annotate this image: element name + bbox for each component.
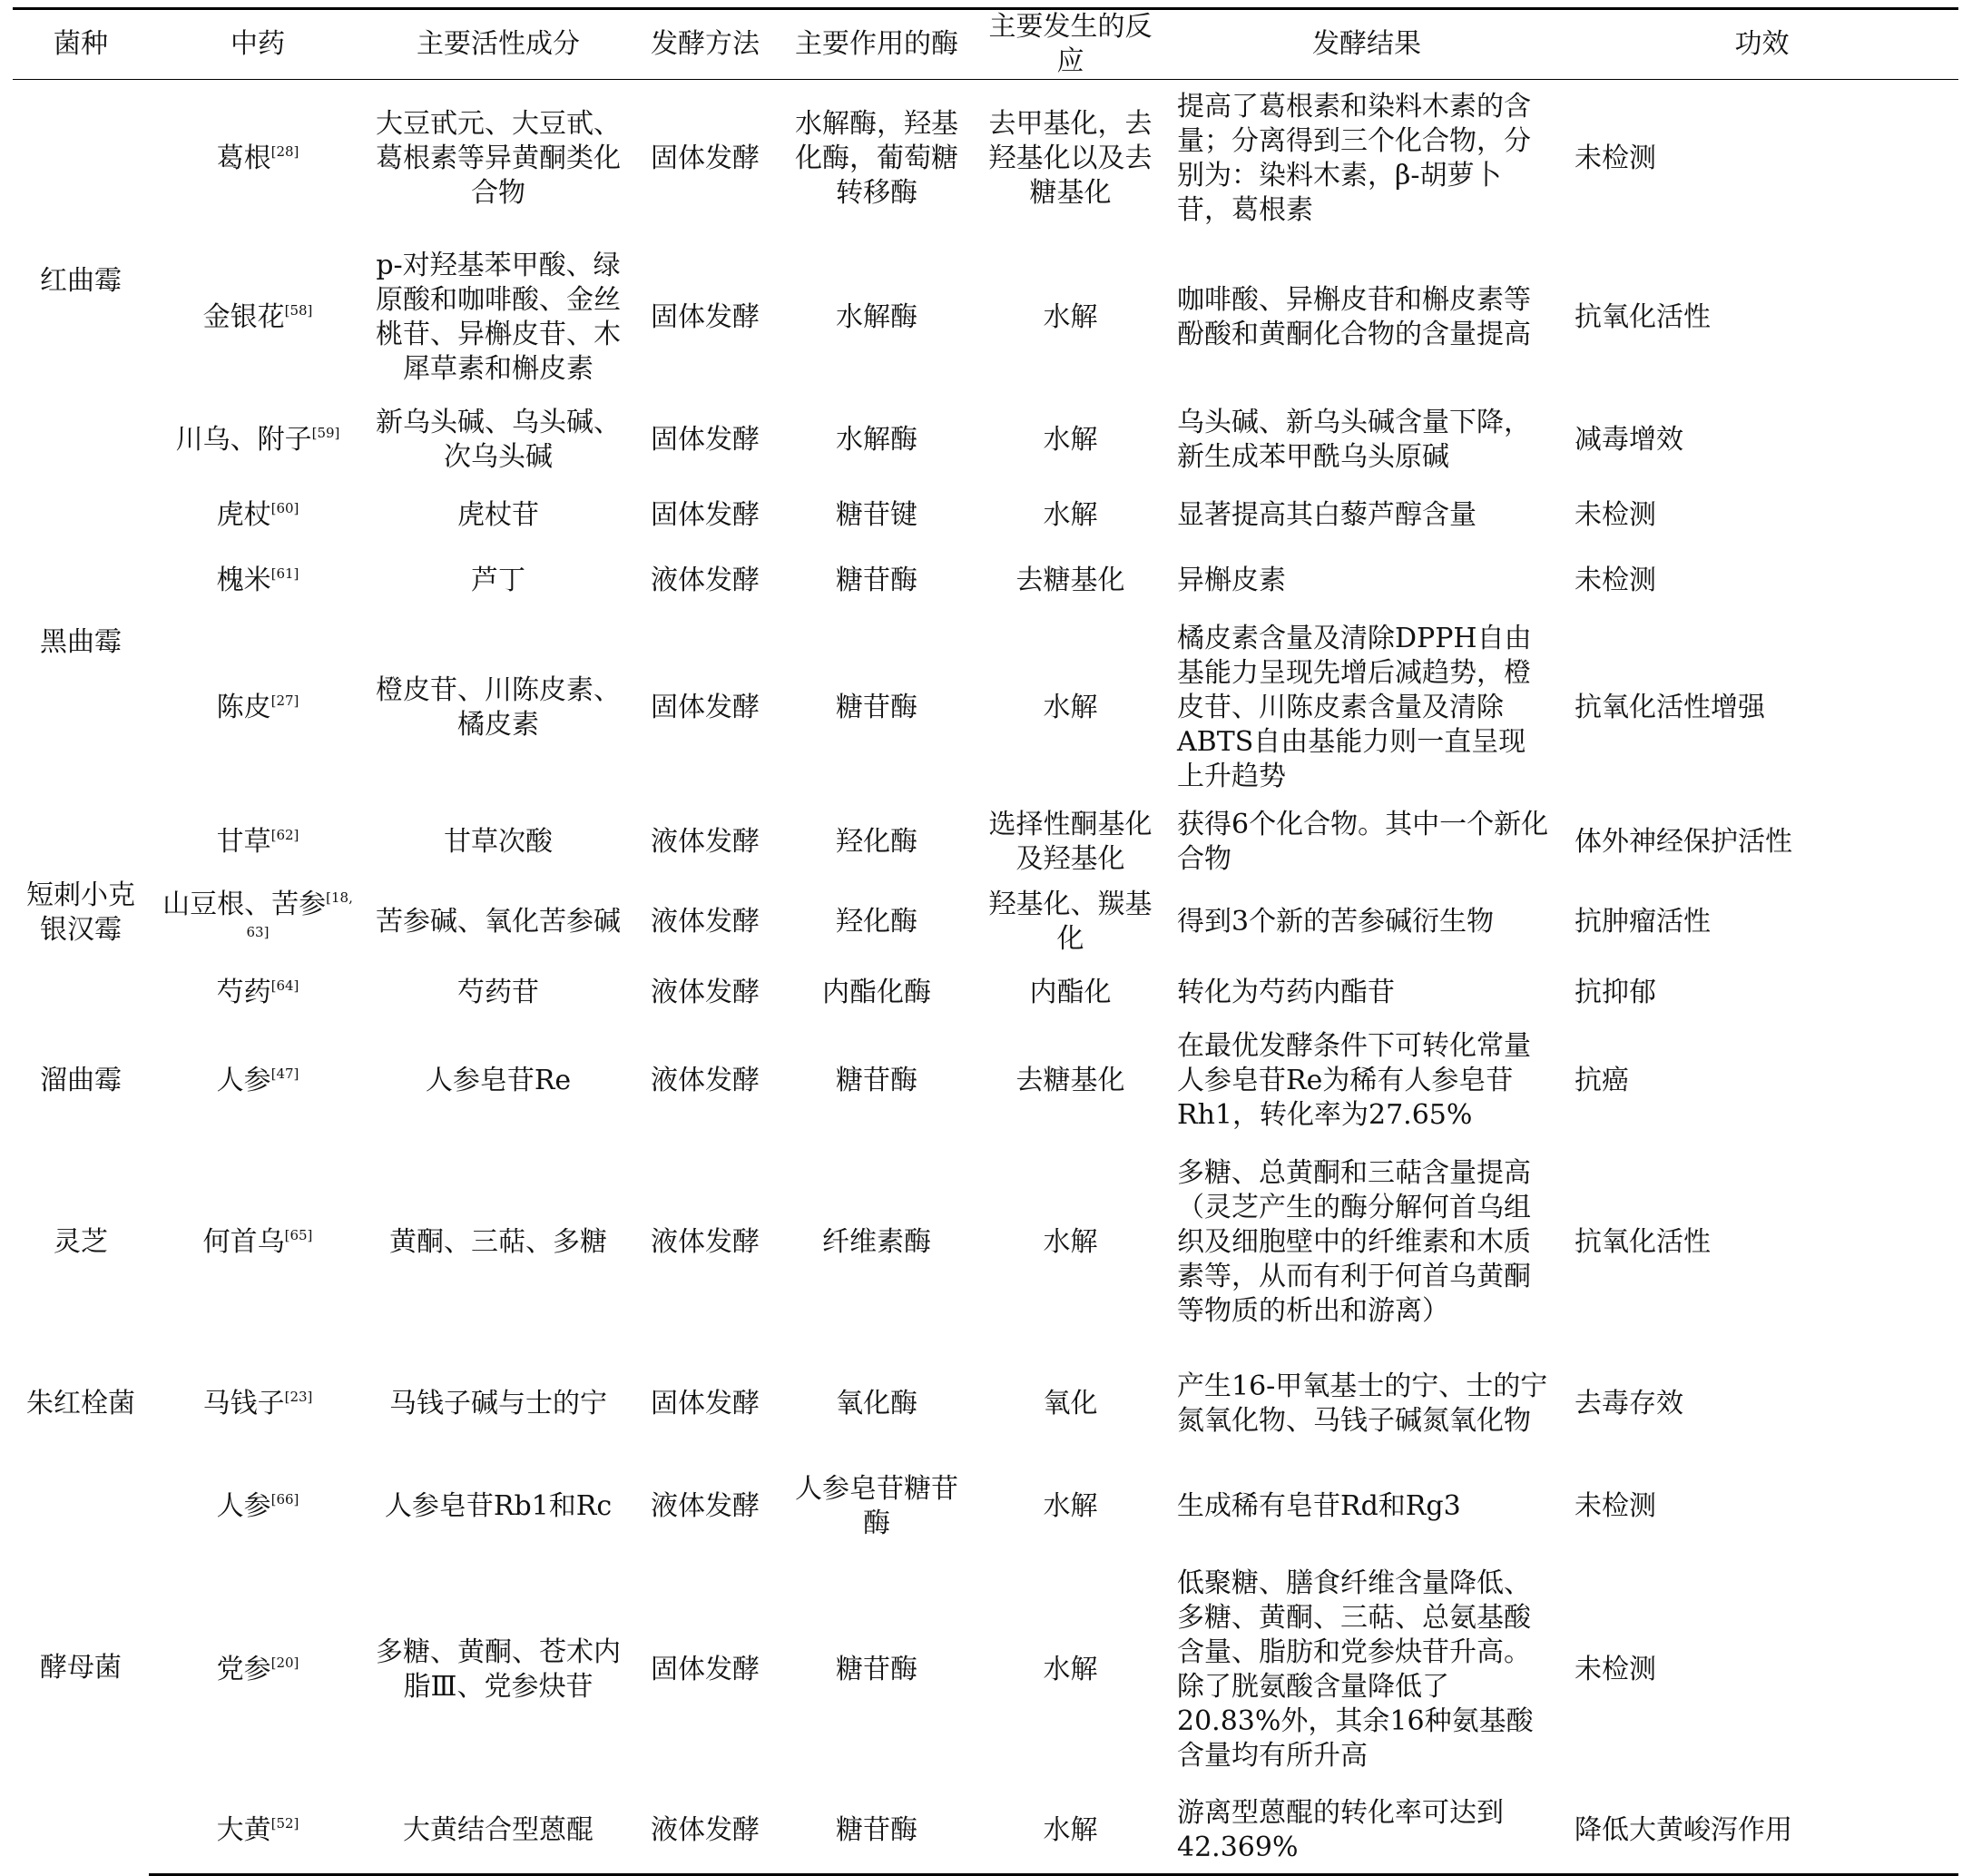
reference-mark: [28]	[270, 142, 299, 160]
reaction-cell: 羟基化、羰基化	[988, 888, 1153, 955]
table-row	[13, 1138, 1958, 1347]
header-enzyme: 主要作用的酶	[780, 9, 973, 80]
herb-name: 槐米	[216, 564, 271, 596]
method-cell: 液体发酵	[630, 1788, 780, 1875]
table-row	[13, 802, 1958, 882]
efficacy-cell: 未检测	[1575, 1653, 1656, 1685]
header-strain: 菌种	[13, 9, 149, 80]
result-cell: 提高了葛根素和染料木素的含量；分离得到三个化合物，分别为：染料木素，β-胡萝卜苷，葛根素	[1177, 90, 1531, 226]
reference-mark: [60]	[270, 499, 299, 516]
method-cell: 液体发酵	[651, 1225, 760, 1258]
efficacy-cell: 降低大黄峻泻作用	[1565, 1788, 1958, 1875]
table-row	[13, 882, 1958, 962]
reaction-cell: 水解	[1043, 498, 1098, 531]
strain-cell: 短刺小克银汉霉	[26, 879, 135, 946]
table-row	[13, 614, 1958, 802]
result-cell: 游离型蒽醌的转化率可达到42.369%	[1168, 1788, 1565, 1875]
herb-name: 何首乌	[202, 1225, 285, 1258]
herb-cell	[149, 1461, 367, 1552]
strain-cell: 灵芝	[54, 1225, 108, 1258]
herb-name: 虎杖	[216, 498, 271, 531]
enzyme-cell: 水解酶	[836, 423, 917, 456]
herb-cell	[149, 614, 367, 802]
efficacy-cell: 抗氧化活性	[1575, 1225, 1711, 1258]
reference-mark: [47]	[270, 1065, 299, 1082]
table-row	[13, 962, 1958, 1024]
reaction-cell: 水解	[973, 1788, 1168, 1875]
method-cell: 固体发酵	[651, 1653, 760, 1685]
result-cell: 获得6个化合物。其中一个新化合物	[1177, 808, 1549, 875]
result-cell: 转化为芍药内酯苷	[1177, 976, 1395, 1008]
herb-name: 人参	[216, 1064, 271, 1096]
enzyme-cell: 羟化酶	[836, 905, 917, 938]
components-cell: 新乌头碱、乌头碱、次乌头碱	[376, 406, 621, 473]
enzyme-cell: 糖苷酶	[836, 1653, 917, 1685]
result-cell: 橘皮素含量及清除DPPH自由基能力呈现先增后减趋势，橙皮苷、川陈皮素含量及清除ABTS自由基能力则一直呈现上升趋势	[1177, 622, 1532, 792]
herb-cell	[149, 882, 367, 962]
efficacy-cell: 抗肿瘤活性	[1575, 905, 1711, 938]
components-cell: 大豆甙元、大豆甙、葛根素等异黄酮类化合物	[376, 107, 621, 209]
reaction-cell: 水解	[1043, 1653, 1098, 1685]
components-cell: p-对羟基苯甲酸、绿原酸和咖啡酸、金丝桃苷、异槲皮苷、木犀草素和槲皮素	[376, 249, 621, 385]
header-components: 主要活性成分	[367, 9, 630, 80]
method-cell: 液体发酵	[651, 825, 760, 858]
enzyme-cell: 水解酶	[836, 300, 917, 333]
enzyme-cell: 羟化酶	[836, 825, 917, 858]
herb-cell	[149, 548, 367, 614]
strain-cell: 红曲霉	[40, 264, 122, 297]
herb-cell	[149, 483, 367, 548]
reference-mark: [59]	[311, 424, 340, 441]
reference-mark: [18, 63]	[246, 889, 353, 940]
reaction-cell: 水解	[1043, 691, 1098, 723]
components-cell: 苦参碱、氧化苦参碱	[376, 905, 621, 938]
result-cell: 多糖、总黄酮和三萜含量提高（灵芝产生的酶分解何首乌组织及细胞壁中的纤维素和木质素等，从而有利于何首乌黄酮等物质的析出和游离）	[1177, 1156, 1531, 1327]
herb-name: 川乌、附子	[175, 423, 312, 456]
method-cell: 固体发酵	[651, 423, 760, 456]
fermentation-table	[13, 7, 1958, 1876]
efficacy-cell: 去毒存效	[1575, 1387, 1683, 1419]
efficacy-cell: 体外神经保护活性	[1575, 825, 1792, 858]
header-herb: 中药	[149, 9, 367, 80]
method-cell: 固体发酵	[651, 142, 760, 174]
components-cell: 芦丁	[471, 564, 525, 596]
table-row	[13, 1552, 1958, 1788]
header-row	[13, 9, 1958, 80]
herb-cell	[149, 802, 367, 882]
method-cell: 固体发酵	[651, 300, 760, 333]
efficacy-cell: 未检测	[1575, 1489, 1656, 1522]
herb-cell	[149, 1552, 367, 1788]
components-cell: 虎杖苷	[457, 498, 539, 531]
header-method: 发酵方法	[630, 9, 780, 80]
result-cell: 生成稀有皂苷Rd和Rg3	[1177, 1489, 1461, 1522]
strain-cell: 朱红栓菌	[26, 1387, 135, 1419]
herb-cell	[149, 1788, 367, 1875]
herb-name: 山豆根、苦参	[162, 888, 327, 920]
header-reaction: 主要发生的反应	[973, 9, 1168, 80]
components-cell: 人参皂苷Re	[425, 1064, 572, 1096]
efficacy-cell: 未检测	[1575, 564, 1656, 596]
enzyme-cell: 纤维素酶	[822, 1225, 931, 1258]
table-row	[13, 548, 1958, 614]
herb-name: 芍药	[216, 976, 271, 1008]
table-row	[13, 398, 1958, 483]
strain-cell: 黑曲霉	[40, 625, 122, 658]
method-cell: 液体发酵	[651, 1064, 760, 1096]
components-cell: 多糖、黄酮、苍术内脂Ⅲ、党参炔苷	[376, 1635, 621, 1703]
herb-cell	[149, 398, 367, 483]
table-row	[13, 1347, 1958, 1461]
enzyme-cell: 糖苷酶	[836, 564, 917, 596]
enzyme-cell: 糖苷酶	[836, 1064, 917, 1096]
reference-mark: [58]	[284, 301, 313, 319]
result-cell: 异槲皮素	[1177, 564, 1286, 596]
result-cell: 在最优发酵条件下可转化常量人参皂苷Re为稀有人参皂苷Rh1，转化率为27.65%	[1177, 1029, 1531, 1131]
components-cell: 马钱子碱与士的宁	[389, 1387, 607, 1419]
herb-cell	[149, 238, 367, 398]
reaction-cell: 去糖基化	[1015, 564, 1125, 596]
table-row	[13, 238, 1958, 398]
reference-mark: [20]	[270, 1654, 299, 1671]
efficacy-cell: 抗氧化活性增强	[1575, 691, 1765, 723]
method-cell: 固体发酵	[651, 691, 760, 723]
herb-name: 党参	[216, 1653, 271, 1685]
enzyme-cell: 糖苷酶	[836, 691, 917, 723]
components-cell: 甘草次酸	[444, 825, 553, 858]
reference-mark: [64]	[270, 977, 299, 994]
components-cell: 大黄结合型蒽醌	[367, 1788, 630, 1875]
reaction-cell: 水解	[1043, 1225, 1098, 1258]
efficacy-cell: 减毒增效	[1575, 423, 1683, 456]
table-row	[13, 1024, 1958, 1138]
method-cell: 液体发酵	[651, 564, 760, 596]
efficacy-cell: 抗抑郁	[1575, 976, 1656, 1008]
reaction-cell: 氧化	[1043, 1387, 1098, 1419]
table-row	[13, 1461, 1958, 1552]
components-cell: 芍药苷	[457, 976, 539, 1008]
enzyme-cell: 氧化酶	[836, 1387, 917, 1419]
reaction-cell: 选择性酮基化及羟基化	[988, 808, 1153, 875]
components-cell: 人参皂苷Rb1和Rc	[384, 1489, 613, 1522]
reaction-cell: 水解	[1043, 300, 1098, 333]
enzyme-cell: 糖苷酶	[780, 1788, 973, 1875]
result-cell: 产生16-甲氧基士的宁、士的宁氮氧化物、马钱子碱氮氧化物	[1177, 1370, 1548, 1437]
herb-cell	[149, 80, 367, 238]
header-efficacy: 功效	[1565, 9, 1958, 80]
reaction-cell: 去甲基化，去羟基化以及去糖基化	[988, 107, 1153, 209]
table-row	[13, 80, 1958, 238]
reference-mark: [61]	[270, 565, 299, 582]
components-cell: 黄酮、三萜、多糖	[389, 1225, 607, 1258]
efficacy-cell: 抗氧化活性	[1575, 300, 1711, 333]
herb-cell	[149, 1347, 367, 1461]
result-cell: 得到3个新的苦参碱衍生物	[1177, 905, 1495, 938]
reference-mark: [23]	[284, 1388, 313, 1405]
herb-cell	[149, 1138, 367, 1347]
efficacy-cell: 未检测	[1575, 498, 1656, 531]
enzyme-cell: 人参皂苷糖苷酶	[795, 1472, 958, 1539]
reference-mark: [65]	[284, 1226, 313, 1243]
herb-cell	[149, 1024, 367, 1138]
result-cell: 乌头碱、新乌头碱含量下降，新生成苯甲酰乌头原碱	[1177, 406, 1531, 473]
reference-mark: [62]	[270, 826, 299, 843]
reaction-cell: 去糖基化	[1015, 1064, 1125, 1096]
herb-name: 陈皮	[216, 691, 271, 723]
herb-cell	[149, 962, 367, 1024]
efficacy-cell: 抗癌	[1575, 1064, 1629, 1096]
reference-mark: [27]	[270, 692, 299, 709]
herb-name: 甘草	[216, 825, 271, 858]
result-cell: 低聚糖、膳食纤维含量降低、多糖、黄酮、三萜、总氨基酸含量、脂肪和党参炔苷升高。除了胱氨酸含量降低了20.83%外，其余16种氨基酸含量均有所升高	[1177, 1567, 1534, 1772]
herb-name: 马钱子	[202, 1387, 285, 1419]
reaction-cell: 内酯化	[1029, 976, 1112, 1008]
fermentation-table-container	[13, 7, 1958, 1876]
efficacy-cell: 未检测	[1575, 142, 1656, 174]
method-cell: 固体发酵	[651, 1387, 760, 1419]
components-cell: 橙皮苷、川陈皮素、橘皮素	[376, 673, 621, 741]
result-cell: 显著提高其白藜芦醇含量	[1177, 498, 1477, 531]
enzyme-cell: 内酯化酶	[822, 976, 931, 1008]
method-cell: 液体发酵	[651, 976, 760, 1008]
table-row	[13, 1788, 1958, 1875]
herb-name: 大黄	[216, 1813, 271, 1846]
herb-name: 人参	[216, 1489, 271, 1522]
reference-mark: [66]	[270, 1490, 299, 1508]
result-cell: 咖啡酸、异槲皮苷和槲皮素等酚酸和黄酮化合物的含量提高	[1177, 283, 1531, 350]
strain-cell: 酵母菌	[40, 1651, 122, 1684]
table-row	[13, 483, 1958, 548]
header-result: 发酵结果	[1168, 9, 1565, 80]
enzyme-cell: 水解酶，羟基化酶，葡萄糖转移酶	[795, 107, 958, 209]
reaction-cell: 水解	[1043, 1489, 1098, 1522]
herb-name: 葛根	[216, 142, 271, 174]
method-cell: 液体发酵	[651, 905, 760, 938]
method-cell: 固体发酵	[651, 498, 760, 531]
reaction-cell: 水解	[1043, 423, 1098, 456]
method-cell: 液体发酵	[651, 1489, 760, 1522]
strain-cell: 溜曲霉	[40, 1064, 122, 1096]
enzyme-cell: 糖苷键	[836, 498, 917, 531]
reference-mark: [52]	[270, 1814, 299, 1832]
herb-name: 金银花	[202, 300, 285, 333]
